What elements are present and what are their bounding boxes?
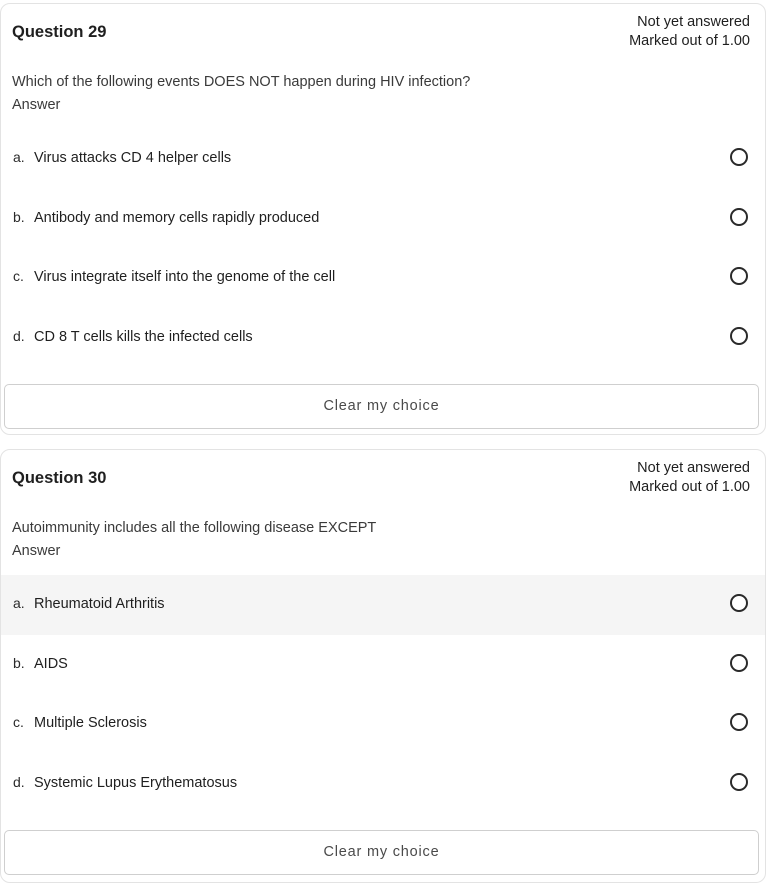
radio-button[interactable]	[730, 267, 748, 285]
radio-button[interactable]	[730, 773, 748, 791]
option-d[interactable]	[1, 308, 765, 368]
radio-button[interactable]	[730, 713, 748, 731]
question-status	[629, 13, 750, 51]
option-letter: c.	[13, 268, 24, 284]
option-label[interactable]: CD 8 T cells kills the infected cells	[34, 328, 253, 345]
option-letter: a.	[13, 149, 25, 165]
marks-text: Marked out of 1.00	[629, 33, 750, 49]
question-text: Autoimmunity includes all the following disease EXCEPT	[12, 520, 377, 536]
option-a[interactable]	[1, 129, 765, 189]
answer-status-text: Not yet answered	[637, 14, 750, 30]
option-letter: d.	[13, 773, 25, 790]
answer-options	[1, 129, 765, 367]
answer-label: Answer	[12, 543, 61, 559]
option-letter: c.	[13, 714, 24, 730]
option-label[interactable]: Systemic Lupus Erythematosus	[34, 774, 238, 791]
question-text: Which of the following events DOES NOT happen during HIV infection?	[12, 74, 471, 90]
option-label[interactable]: Virus integrate itself into the genome of the cell	[34, 269, 336, 285]
answer-options	[1, 575, 765, 813]
radio-button[interactable]	[730, 148, 748, 166]
option-letter: b.	[13, 654, 25, 671]
option-letter: a.	[13, 595, 25, 611]
option-label[interactable]: Rheumatoid Arthritis	[34, 596, 165, 612]
radio-button[interactable]	[730, 327, 748, 345]
option-a[interactable]	[1, 575, 765, 635]
question-title: Question 29	[12, 23, 107, 41]
option-b[interactable]	[1, 635, 765, 695]
radio-button[interactable]	[730, 208, 748, 226]
option-label[interactable]: Multiple Sclerosis	[34, 715, 147, 731]
option-letter: d.	[13, 327, 25, 344]
option-label[interactable]: Virus attacks CD 4 helper cells	[34, 150, 232, 166]
option-label[interactable]: Antibody and memory cells rapidly produced	[34, 209, 320, 226]
question-header	[1, 4, 765, 64]
option-d[interactable]	[1, 754, 765, 814]
option-label[interactable]: AIDS	[34, 655, 68, 672]
question-card	[0, 3, 766, 435]
answer-status-text: Not yet answered	[637, 460, 750, 476]
option-c[interactable]	[1, 694, 765, 754]
marks-text: Marked out of 1.00	[629, 479, 750, 495]
question-status	[629, 459, 750, 497]
clear-choice-button[interactable]: Clear my choice	[4, 384, 759, 429]
question-card	[0, 449, 766, 883]
option-b[interactable]	[1, 189, 765, 249]
answer-label: Answer	[12, 97, 61, 113]
question-header	[1, 450, 765, 510]
clear-choice-button[interactable]: Clear my choice	[4, 830, 759, 875]
radio-button[interactable]	[730, 594, 748, 612]
option-letter: b.	[13, 208, 25, 225]
option-c[interactable]	[1, 248, 765, 308]
question-title: Question 30	[12, 469, 107, 487]
radio-button[interactable]	[730, 654, 748, 672]
